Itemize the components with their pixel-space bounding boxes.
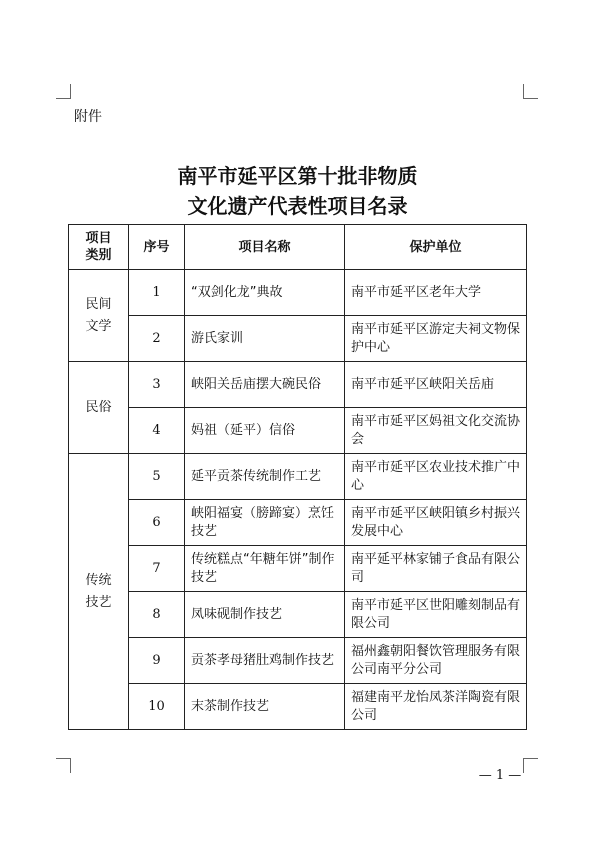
table-row (69, 408, 527, 454)
protection-unit: 福建南平龙怡凤茶洋陶瓷有限公司 (345, 684, 527, 730)
row-number: 9 (129, 638, 185, 684)
project-name: 游氏家训 (185, 316, 345, 362)
table-header-row (69, 225, 527, 270)
table-row (69, 546, 527, 592)
row-number: 3 (129, 362, 185, 408)
page-number: — 1 — (478, 768, 522, 783)
project-name: 延平贡茶传统制作工艺 (185, 454, 345, 500)
table-row (69, 270, 527, 316)
table-row (69, 592, 527, 638)
table-row (69, 454, 527, 500)
table-row (69, 500, 527, 546)
project-name: 峡阳关岳庙摆大碗民俗 (185, 362, 345, 408)
row-number: 2 (129, 316, 185, 362)
table-row (69, 316, 527, 362)
table-row (69, 362, 527, 408)
protection-unit: 南平延平林家铺子食品有限公司 (345, 546, 527, 592)
row-number: 6 (129, 500, 185, 546)
crop-mark-top-left (56, 84, 71, 99)
protection-unit: 南平市延平区世阳雕刻制品有限公司 (345, 592, 527, 638)
category-cell: 传统技艺 (69, 454, 129, 730)
project-name: 峡阳福宴（膀蹄宴）烹饪技艺 (185, 500, 345, 546)
table-row (69, 638, 527, 684)
document-title-line2: 文化遗产代表性项目名录 (187, 194, 408, 218)
category-cell: 民俗 (69, 362, 129, 454)
protection-unit: 南平市延平区老年大学 (345, 270, 527, 316)
header-index: 序号 (129, 225, 185, 270)
protection-unit: 南平市延平区峡阳关岳庙 (345, 362, 527, 408)
crop-mark-top-right (523, 84, 538, 99)
protection-unit: 南平市延平区妈祖文化交流协会 (345, 408, 527, 454)
project-name: 凤味砚制作技艺 (185, 592, 345, 638)
row-number: 10 (129, 684, 185, 730)
table-row (69, 684, 527, 730)
row-number: 1 (129, 270, 185, 316)
header-category: 项目类别 (69, 225, 129, 270)
header-name: 项目名称 (185, 225, 345, 270)
project-name: “双剑化龙”典故 (185, 270, 345, 316)
row-number: 8 (129, 592, 185, 638)
row-number: 4 (129, 408, 185, 454)
category-cell: 民间文学 (69, 270, 129, 362)
protection-unit: 南平市延平区峡阳镇乡村振兴发展中心 (345, 500, 527, 546)
protection-unit: 南平市延平区游定夫祠文物保护中心 (345, 316, 527, 362)
protection-unit: 南平市延平区农业技术推广中心 (345, 454, 527, 500)
protection-unit: 福州鑫朝阳餐饮管理服务有限公司南平分公司 (345, 638, 527, 684)
row-number: 5 (129, 454, 185, 500)
project-name: 妈祖（延平）信俗 (185, 408, 345, 454)
attachment-label: 附件 (74, 109, 102, 125)
project-name: 传统糕点“年糖年饼”制作技艺 (185, 546, 345, 592)
project-name: 贡茶孝母猪肚鸡制作技艺 (185, 638, 345, 684)
document-title-line1: 南平市延平区第十批非物质 (177, 164, 418, 188)
header-unit: 保护单位 (345, 225, 527, 270)
heritage-list-table (68, 224, 527, 730)
row-number: 7 (129, 546, 185, 592)
crop-mark-bottom-left (56, 758, 71, 773)
project-name: 末茶制作技艺 (185, 684, 345, 730)
